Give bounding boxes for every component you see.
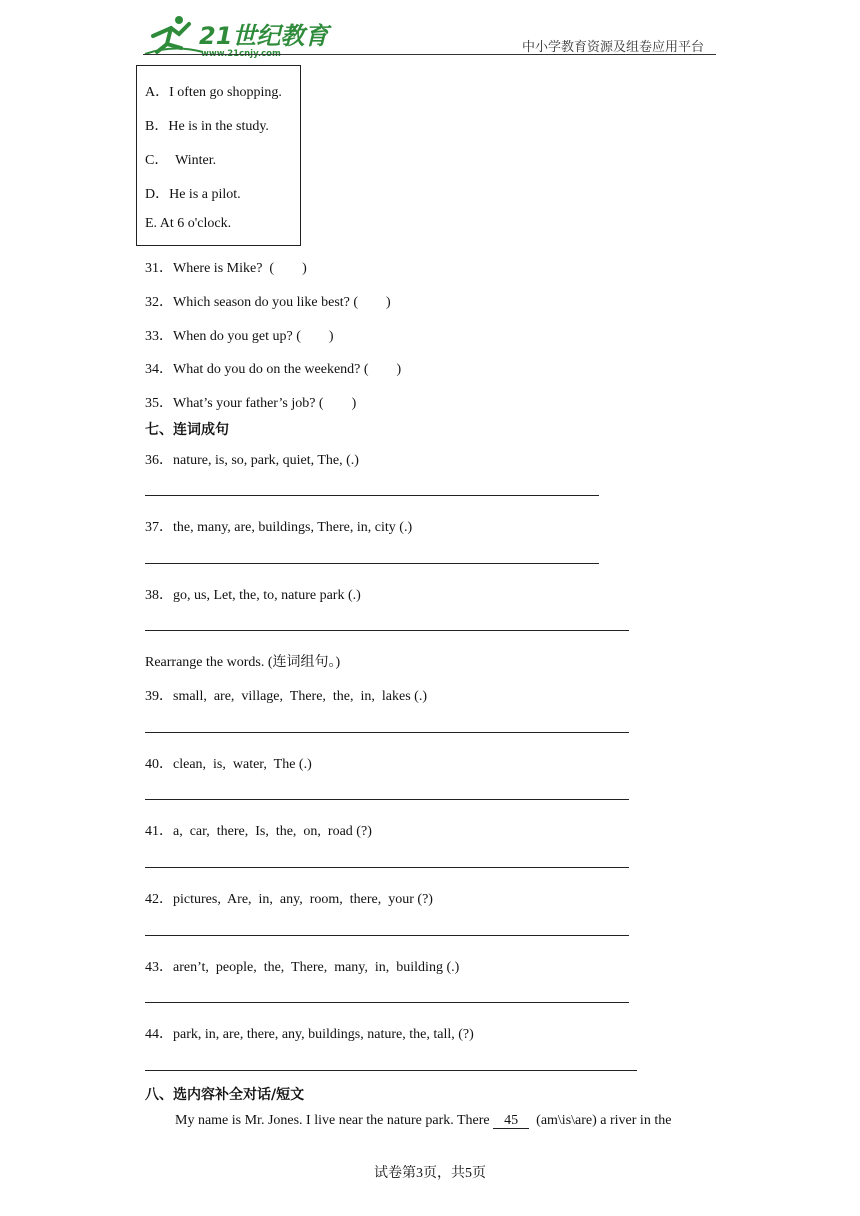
question-38: 38．go, us, Let, the, to, nature park (.) [145,588,361,603]
platform-name: 中小学教育资源及组卷应用平台 [522,39,705,54]
answer-line-36[interactable] [145,495,599,496]
question-43: 43．aren’t, people, the, There, many, in, building (.) [145,960,460,975]
option-c: C． Winter. [145,153,217,168]
answer-line-37[interactable] [145,563,599,564]
passage-after: (am\is\are) a river in the [529,1113,672,1128]
answer-line-40[interactable] [145,799,629,800]
question-36: 36．nature, is, so, park, quiet, The, (.) [145,453,359,468]
question-44: 44．park, in, are, there, any, buildings, nature, the, tall, (?) [145,1027,474,1042]
question-33: 33．When do you get up? ( ) [145,329,334,344]
question-41: 41．a, car, there, Is, the, on, road (?) [145,824,372,839]
question-42: 42．pictures, Are, in, any, room, there, your (?) [145,892,433,907]
answer-line-42[interactable] [145,935,629,936]
answer-line-38[interactable] [145,630,629,631]
question-39: 39．small, are, village, There, the, in, lakes (.) [145,689,427,704]
question-40: 40．clean, is, water, The (.) [145,757,312,772]
section-7-title: 七、连词成句 [145,422,229,438]
answer-line-44[interactable] [145,1070,637,1071]
question-37: 37．the, many, are, buildings, There, in, city (.) [145,520,413,535]
answer-line-43[interactable] [145,1002,629,1003]
header-divider [143,54,716,55]
site-logo [143,14,329,59]
question-31: 31．Where is Mike? ( ) [145,261,307,276]
answer-options-box [136,65,301,246]
question-32: 32．Which season do you like best? ( ) [145,295,391,310]
page-footer: 试卷第3页，共5页 [374,1166,486,1181]
option-d: D．He is a pilot. [145,187,241,202]
answer-line-39[interactable] [145,732,629,733]
runner-icon [145,16,203,54]
question-34: 34．What do you do on the weekend? ( ) [145,362,402,377]
option-e: E. At 6 o'clock. [145,216,232,231]
answer-line-41[interactable] [145,867,629,868]
question-35: 35．What’s your father’s job? ( ) [145,396,357,411]
rearrange-instruction: Rearrange the words. (连词组句。) [145,655,341,670]
svg-text:www.21cnjy.com: www.21cnjy.com [201,49,281,59]
passage-before: My name is Mr. Jones. I live near the nature park. There [175,1113,494,1128]
section-8-title: 八、选内容补全对话/短文 [145,1087,305,1103]
svg-text:21世纪教育: 21世纪教育 [199,22,329,50]
option-b: B．He is in the study. [145,119,269,134]
option-a: A．I often go shopping. [145,85,282,100]
blank-45[interactable]: 45 [493,1114,529,1129]
passage-text [175,1113,671,1129]
